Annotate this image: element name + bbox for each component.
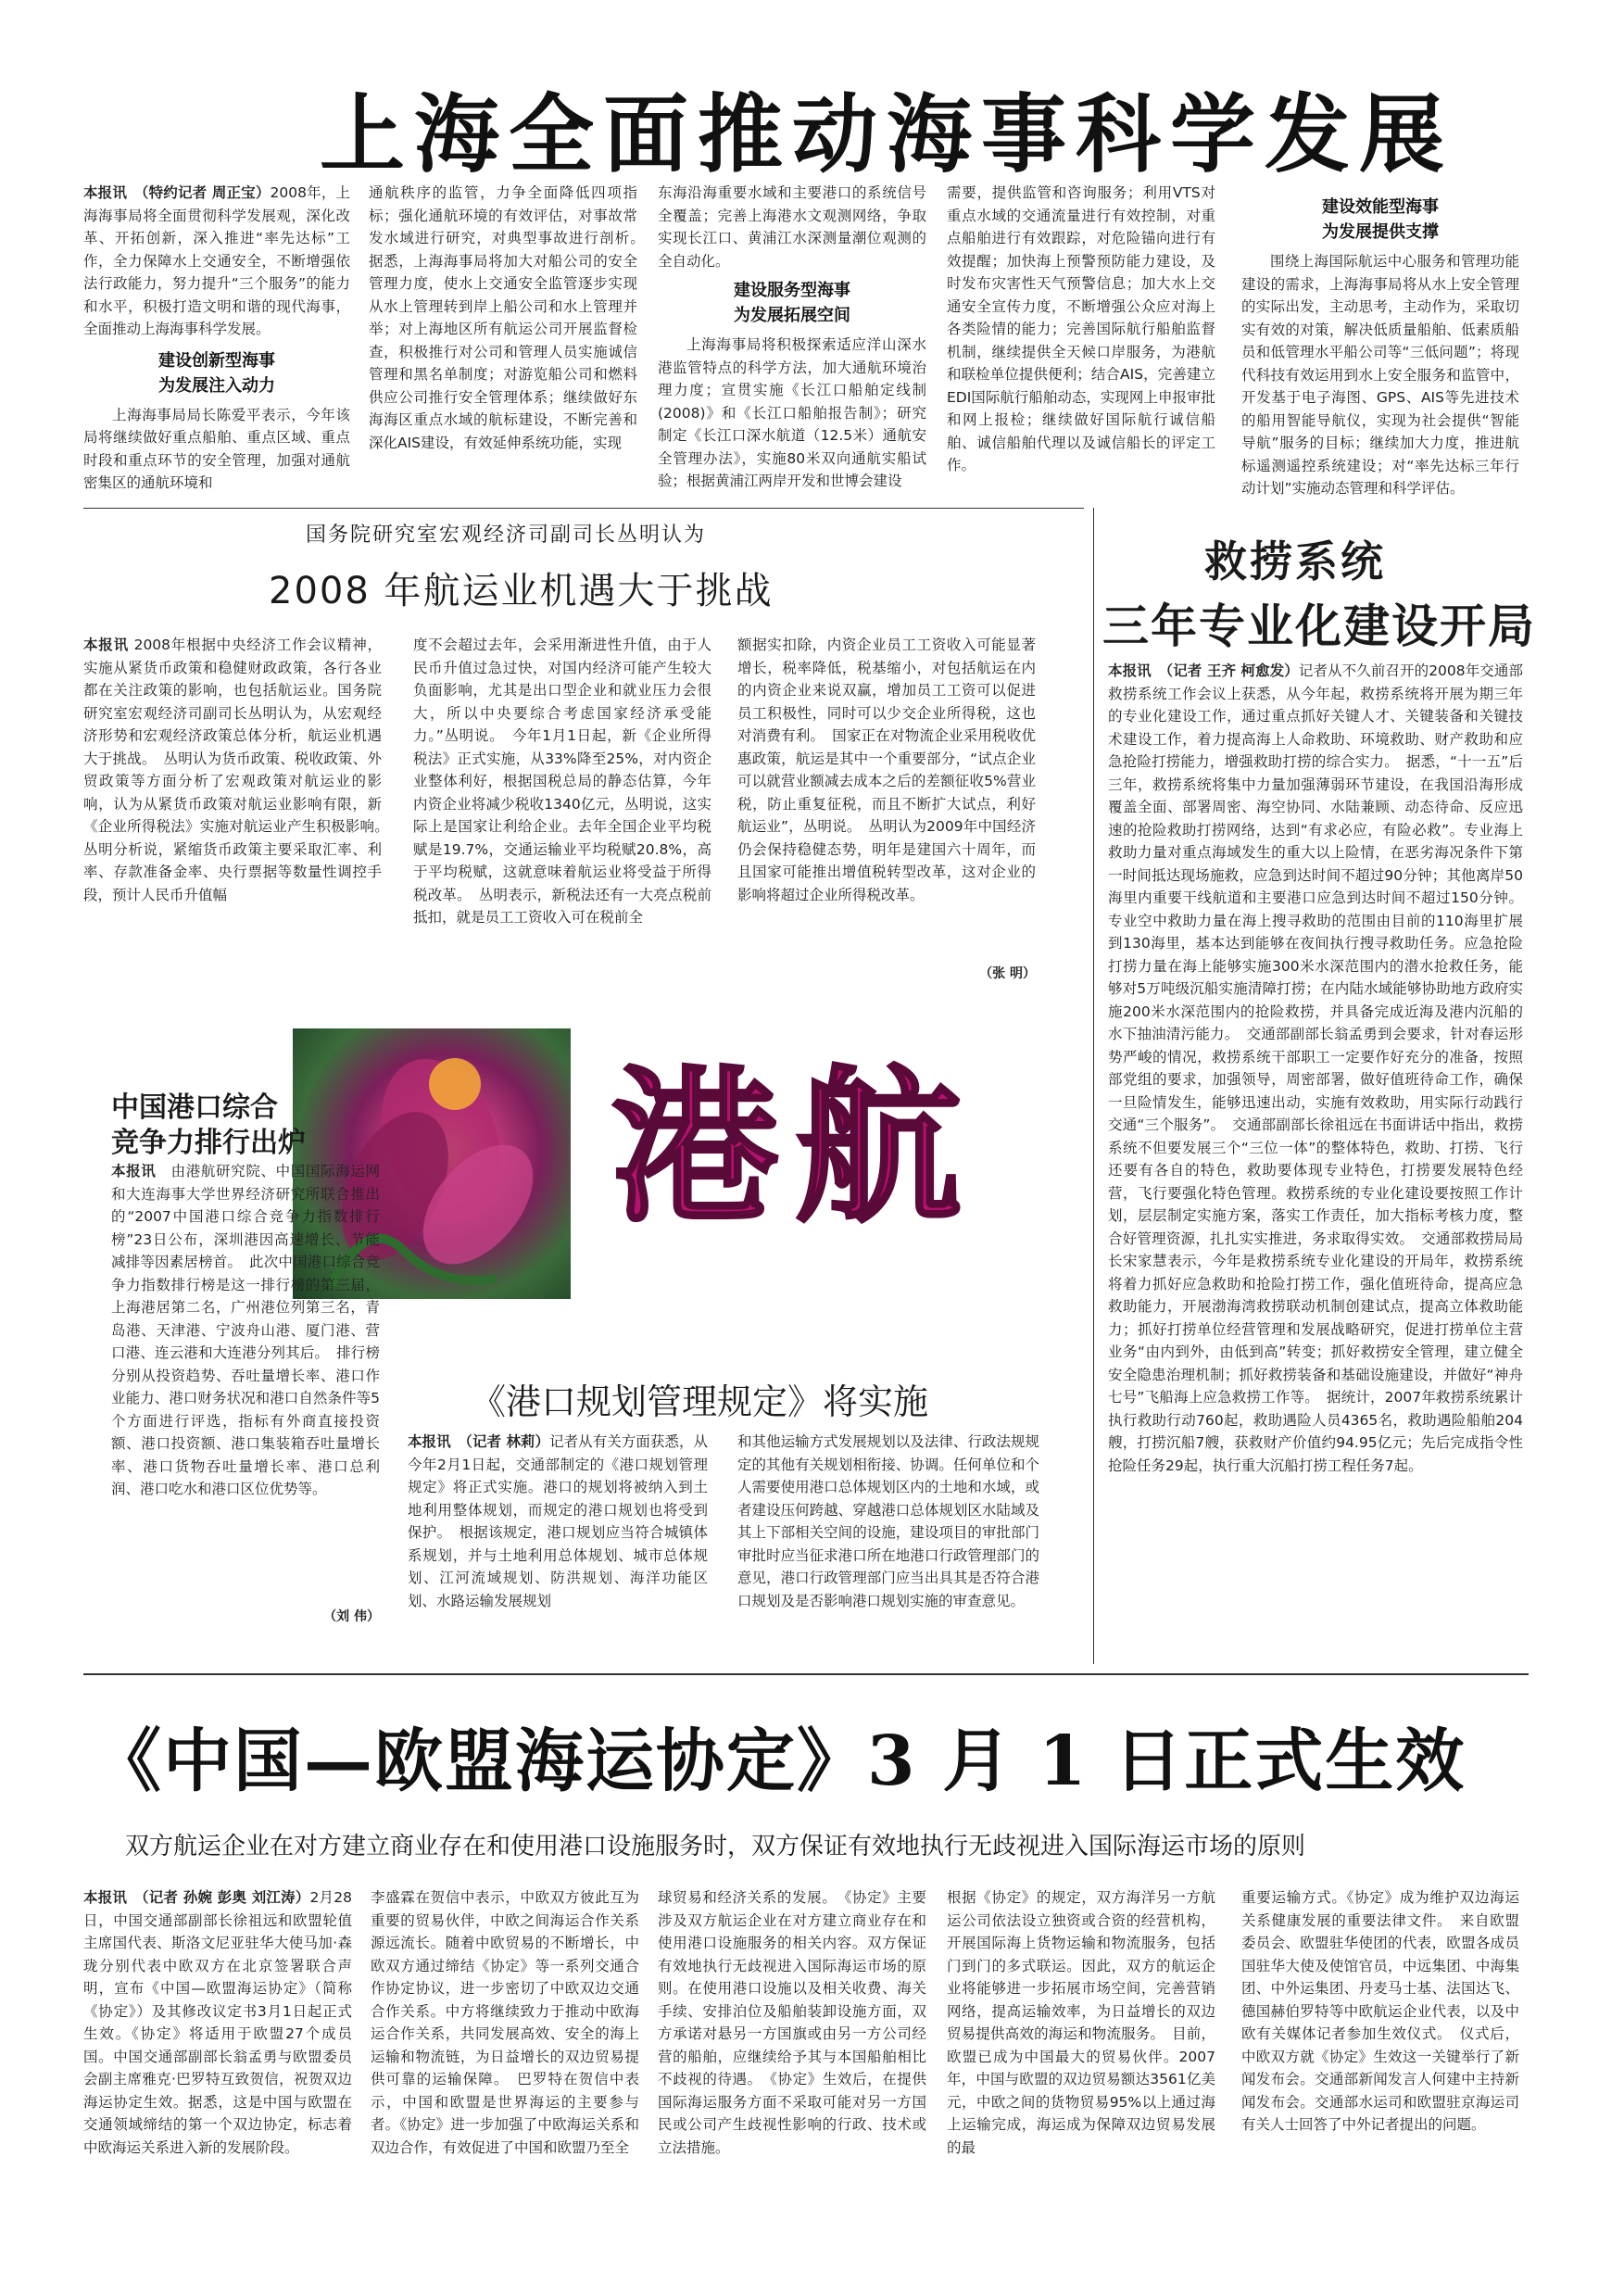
a2-headline: 2008 年航运业机遇大于挑战 [269, 570, 774, 612]
a1-byline: 本报讯 （特约记者 周正宝） [83, 184, 271, 201]
a6-byline: 本报讯 （记者 孙婉 彭奥 刘江涛） [83, 1889, 310, 1906]
a1-subhead-3b: 为发展提供支撑 [1322, 222, 1439, 242]
a1-col2-text: 通航秩序的监管，力争全面降低四项指标；强化通航环境的有效评估，对事故常发水域进行研究，对典型事故进行剖析。 据悉，上海海事局将加大对船公司的安全管理力度，使水上交通安全监管逐步实现从水上管理转到岸上船公司和水上管理并举；对上海地区所有航运公司开展监督检查，积极推行对公司和管理人员实施诚信管理和黑名单制度；对游览船公司和燃料供应公司推行安全管理体系；继续做好东海海区重点水域的航标建设，不断完善和深化AIS建设，有效延伸系统功能，实现 [369, 184, 652, 451]
a1-subhead-1: 建设创新型海事 [158, 350, 275, 371]
a6-col2-text: 李盛霖在贺信中表示，中欧双方彼此互为重要的贸易伙伴，中欧之间海运合作关系源远流长。随着中欧贸易的不断增长，中欧双方通过缔结《协定》等一系列交通合作协定协议，进一步密切了中欧双边交通合作关系。中方将继续致力于推动中欧海运合作关系，共同发展高效、安全的海上运输和物流链，为日益增长的双边贸易提供可靠的运输保障。 巴罗特在贺信中表示，中国和欧盟是世界海运的主要参与者。《协定》进一步加强了中欧海运关系和双边合作，有效促进了中国和欧盟乃至全 [371, 1889, 639, 2156]
a6-col4-text: 根据《协定》的规定，双方海洋另一方航运公司依法设立独资或合资的经营机构，开展国际海上货物运输和物流服务，包括门到门的多式联运。因此，双方的航运企业将能够进一步拓展市场空间，完善营销网络，提高运输效率，为日益增长的双边贸易提供高效的海运和物流服务。 目前，欧盟已成为中国最大的贸易伙伴。2007年，中国与欧盟的双边贸易额达3561亿美元，中欧之间的货物贸易95%以上通过海上运输完成，海运成为保障双边贸易发展的最 [947, 1889, 1215, 2156]
a2-column-3 [737, 634, 1036, 967]
a1-column-5 [1241, 195, 1519, 497]
a1-subhead-3: 建设效能型海事 [1322, 197, 1439, 217]
a1-col3-text: 东海沿海重要水域和主要港口的系统信号全覆盖；完善上海港水文观测网络，争取实现长江口、黄浦江水深测量潮位观测的全自动化。 [658, 184, 926, 270]
a1-col3-rest: 上海海事局将积极探索适应洋山深水港监管特点的科学方法，加大通航环境治理力度；宣贯实施《长江口船舶定线制(2008)》和《长江口船舶报告制》；研究制定《长江口深水航道（12.5米）通航安全管理办法》，实施80米双向通航实船试验；根据黄浦江两岸开发和世博会建设 [658, 336, 926, 489]
a3-headline-2: 三年专业化建设开局 [1102, 599, 1536, 653]
a2-byline: 本报讯 [83, 637, 129, 653]
a1-col1-rest: 上海海事局局长陈爱平表示，今年该局将继续做好重点船舶、重点区域、重点时段和重点环节的安全管理，加强对通航密集区的通航环境和 [83, 406, 350, 491]
a1-column-3 [658, 182, 926, 497]
divider-a1 [83, 508, 1084, 509]
a5-col1-text: 记者从有关方面获悉，从今年2月1日起，交通部制定的《港口规划管理规定》将正式实施。港口的规划将被纳入到土地利用整体规划，而规定的港口规划也将受到保护。 根据该规定，港口规划应当符合城镇体系规划，并与土地利用总体规划、城市总体规划、江河流域规划、防洪规划、海洋功能区划、水路运输发展规划 [408, 1433, 708, 1609]
a3-body [1108, 660, 1523, 1662]
a3-byline: 本报讯 （记者 王齐 柯愈发） [1108, 662, 1299, 679]
a2-col2-text: 度不会超过去年，会采用渐进性升值，由于人民币升值过急过快，对国内经济可能产生较大负面影响，尤其是出口型企业和就业压力会很大，所以中央要综合考虑国家经济承受能力。”丛明说。 今年1月1日起，新《企业所得税法》正式实施，从33%降至25%，对内资企业整体利好，根据国税总局的静态估算，今年内资企业将减少税收1340亿元，丛明说，这实际上是国家让利给企业。去年全国企业平均税赋是19.7%，交通运输业平均税赋20.8%，高于平均税赋，这就意味着航运业将受益于所得税改革。 丛明表示，新税法还有一大亮点税前抵扣，就是员工工资收入可在税前全 [413, 637, 711, 926]
a6-col1-text: 2月28日，中国交通部副部长徐祖远和欧盟轮值主席国代表、斯洛文尼亚驻华大使马加·森珑分别代表中欧双方在北京签署联合声明，宣布《中国—欧盟海运协定》（简称《协定》）及其修改议定书3月1日起正式生效。《协定》将适用于欧盟27个成员国。中国交通部副部长翁孟勇与欧盟委员会副主席雅克·巴罗特互致贺信，祝贺双边海运协定生效。据悉，这是中国与欧盟在交通领域缔结的第一个双边协定，标志着中欧海运关系进入新的发展阶段。 [83, 1889, 352, 2156]
a2-column-1 [83, 634, 397, 986]
a5-column-2 [737, 1431, 1039, 1662]
a2-col3-text: 额据实扣除，内资企业员工工资收入可能显著增长，税率降低，税基缩小，对包括航运在内的内资企业来说双赢，增加员工工资可以促进员工积极性，同时可以少交企业所得税，这也对消费有利。 国家正在对物流企业采用税收优惠政策，航运是其中一个重要部分，“试点企业可以就营业额减去成本之后的差额征收5%营业税，防止重复征税，而且不断扩大试点，利好航运业”，丛明说。 丛明认为2009年中国经济仍会保持稳健态势，明年是建国六十周年，而且国家可能推出增值税转型改革，这对企业的影响将超过企业所得税改革。 [737, 637, 1036, 903]
a4-headline-2: 竞争力排行出炉 [111, 1127, 306, 1159]
divider-right-column [1093, 508, 1094, 1664]
a6-column-1 [83, 1886, 352, 2238]
a1-subhead-1b: 为发展注入动力 [158, 375, 275, 396]
a2-signature: （张 明） [979, 966, 1036, 981]
a1-col4-text: 需要，提供监管和咨询服务；利用VTS对重点水域的交通流量进行有效控制，对重点船舶进行有效跟踪，对危险锚向进行有效提醒；加快海上预警预防能力建设，及时发布灾害性天气预警信息；加大水上交通安全宣传力度，不断增强公众应对海上各类险情的能力；完善国际航行船舶监督机制，继续提供全天候口岸服务，为港航和联检单位提供便利；结合AIS，完善建立EDI国际航行船舶动态，实现网上申报审批和网上报检；继续做好国际航行诚信船舶、诚信船舶代理以及诚信船长的评定工作。 [947, 184, 1215, 473]
a1-subhead-2: 建设服务型海事 [734, 281, 850, 300]
a1-col5-text: 围绕上海国际航运中心服务和管理功能建设的需求，上海海事局将从水上安全管理的实际出发，主动思考，主动作为，采取切实有效的对策，解决低质量船舶、低素质船员和低管理水平船公司等“三低问题”；将现代科技有效运用到水上安全服务和监管中，开发基于电子海图、GPS、AIS等先进技术的船用智能导航仪，实现为社会提供“智能导航”服务的目标；继续加大力度，推进航标遥测遥控系统建设；对“率先达标三年行动计划”实施动态管理和科学评估。 [1241, 253, 1519, 497]
a6-col3-text: 球贸易和经济关系的发展。 《协定》主要涉及双方航运企业在对方建立商业存在和使用港口设施服务的相关内容。双方保证有效地执行无歧视进入国际海运市场的原则。在使用港口设施以及相关收费、海关手续、安排泊位及船舶装卸设施方面，双方承诺对悬另一方国旗或由另一方公司经营的船舶，应继续给予其与本国船舶相比不歧视的待遇。 《协定》生效后，在提供国际海运服务方面不采取可能对另一方国民或公司产生歧视性影响的行政、技术或立法措施。 [658, 1889, 926, 2156]
a6-subheadline: 双方航运企业在对方建立商业存在和使用港口设施服务时，双方保证有效地执行无歧视进入国际海运市场的原则 [125, 1833, 1306, 1860]
a5-headline: 《港口规划管理规定》将实施 [471, 1381, 929, 1422]
a5-col2-text: 和其他运输方式发展规划以及法律、行政法规规定的其他有关规划相衔接、协调。任何单位和个人需要使用港口总体规划区内的土地和水域，或者建设压何跨越、穿越港口总体规划区水陆域及其上下部相关空间的设施，建设项目的审批部门审批时应当征求港口所在地港口行政管理部门的意见，港口行政管理部门应当出具其是否符合港口规划及是否影响港口规划实施的审查意见。 [737, 1433, 1039, 1609]
headline-main: 上海全面推动海事科学发展 [320, 84, 1454, 184]
a6-column-2 [371, 1886, 639, 2238]
a1-column-1 [83, 182, 350, 497]
a2-kicker: 国务院研究室宏观经济司副司长丛明认为 [306, 523, 707, 547]
a6-col5-text: 重要运输方式。《协定》成为维护双边海运关系健康发展的重要法律文件。 来自欧盟委员会、欧盟驻华使团的代表，欧盟各成员国驻华大使及使馆官员，中远集团、中海集团、中外运集团、丹麦马士基、法国达飞、德国赫伯罗特等中欧航运企业代表，以及中欧有关媒体记者参加生效仪式。 仪式后，中欧双方就《协定》生效这一关键举行了新闻发布会。交通部新闻发言人何建中主持新闻发布会。交通部水运司和欧盟驻京海运司有关人士回答了中外记者提出的问题。 [1241, 1889, 1519, 2133]
a5-column-1 [408, 1431, 708, 1662]
divider-a6 [83, 1673, 1529, 1675]
a6-column-3 [658, 1886, 926, 2238]
a2-col1-text: 2008年根据中央经济工作会议精神，实施从紧货币政策和稳健财政政策，各行各业都在关注政策的影响，也包括航运业。国务院研究室宏观经济司副司长丛明认为，从宏观经济形势和宏观经济政策总体分析，航运业机遇大于挑战。 丛明认为货币政策、税收政策、外贸政策等方面分析了宏观政策对航运业的影响，认为从紧货币政策对航运业影响有限，新《企业所得税法》实施对航运业产生积极影响。 丛明分析说，紧缩货币政策主要采取汇率、利率、存款准备金率、央行票据等数量性调控手段，预计人民币升值幅 [83, 637, 397, 903]
a6-column-4 [947, 1886, 1215, 2238]
a1-subhead-2b: 为发展拓展空间 [734, 306, 850, 325]
a4-headline-1: 中国港口综合 [111, 1091, 278, 1124]
a4-text: 由港航研究院、中国国际海运网和大连海事大学世界经济研究所联合推出的“2007中国港口综合竞争力指数排行榜”23日公布，深圳港因高速增长、节能减排等因素居榜首。 此次中国港口综合竞争力指数排行榜是这一排行榜的第三届，上海港居第二名，广州港位列第三名，青岛港、天津港、宁波舟山港、厦门港、营口港、连云港和大连港分列其后。 排行榜分别从投资趋势、吞吐量增长率、港口作业能力、港口财务状况和港口自然条件等5个方面进行评选，指标有外商直接投资额、港口投资额、港口集装箱吞吐量增长率、港口货物吞吐量增长率、港口总利润、港口吃水和港口区位优势等。 [111, 1163, 380, 1497]
a1-column-2 [369, 182, 652, 497]
a3-headline-1: 救捞系统 [1204, 536, 1386, 586]
a6-column-5 [1241, 1886, 1519, 2238]
a3-text: 记者从不久前召开的2008年交通部救捞系统工作会议上获悉，从今年起，救捞系统将开展为期三年的专业化建设工作，通过重点抓好关键人才、关键装备和关键技术建设工作，着力提高海上人命救助、环境救助、财产救助和应急抢险打捞能力，增强救助打捞的综合实力。 据悉，“十一五”后三年，救捞系统将集中力量加强薄弱环节建设，在我国沿海形成覆盖全面、部署周密、海空协同、水陆兼顾、动态待命、反应迅速的抢险救助打捞网络，达到“有求必应，有险必救”。专业海上救助力量对重点海域发生的重大以上险情，在恶劣海况条件下第一时间抵达现场施救，应急到达时间不超过90分钟；其他离岸50海里内重要干线航道和主要港口应急到达时间不超过150分钟。专业空中救助力量在海上搜寻救助的范围由目前的110海里扩展到130海里，基本达到能够在夜间执行搜寻救助任务。应急抢险打捞力量在海上能够实施300米水深范围内的潜水抢救任务，能够对5万吨级沉船实施清障打捞；在内陆水域能够协助地方政府实施200米水深范围内的抢险救捞，并具备完成近海及港内沉船的水下抽油清污能力。 交通部副部长翁孟勇到会要求，针对春运形势严峻的情况，救捞系统干部职工一定要作好充分的准备，按照部党组的要求，加强领导，周密部署，做好值班待命工作，确保一旦险情发生，能够迅速出动，实施有效救助，用实际行动践行交通“三个服务”。 交通部副部长徐祖远在书面讲话中指出，救捞系统不但要发展三个“三位一体”的整体特色，救助、打捞、飞行还要有各自的特色，救助要体现专业特色，打捞要发展特色经营，飞行要强化特色管理。救捞系统的专业化建设要按照工作计划，层层制定实施方案，落实工作责任，加大指标考核力度，整合好管理资源，扎扎实实推进，务求取得实效。 交通部救捞局局长宋家慧表示，今年是救捞系统专业化建设的开局年，救捞系统将着力抓好应急救助和抢险打捞工作，强化值班待命，提高应急救助能力，开展渤海湾救捞联动机制创建试点，提高立体救助能力；抓好打捞单位经营管理和发展战略研究，促进打捞单位主营业务“由内到外，由低到高”转变；抓好救捞安全管理，建立健全安全隐患治理机制；抓好救捞装备和基础设施建设，并做好“神舟七号”飞船海上应急救捞工作等。 据统计，2007年救捞系统累计执行救助行动760起，救助遇险人员4365名，救助遇险船舶204艘，打捞沉船7艘，获救财产价值约94.95亿元；先后完成指令性抢险任务29起，执行重大沉船打捞工程任务7起。 [1108, 662, 1523, 1474]
a4-body [111, 1160, 380, 1605]
a2-column-2 [413, 634, 711, 986]
a4-signature: （刘 伟） [323, 1609, 380, 1624]
a6-headline: 《中国—欧盟海运协定》3 月 1 日正式生效 [93, 1721, 1467, 1801]
a5-byline: 本报讯 （记者 林莉） [408, 1433, 550, 1450]
a1-intro: 2008年，上海海事局将全面贯彻科学发展观，深化改革、开拓创新，深入推进“率先达标”工作，全力保障水上交通安全，不断增强依法行政能力，努力提升“三个服务”的能力和水平，积极打造文明和谐的现代海事，全面推动上海海事科学发展。 [83, 184, 350, 337]
a4-byline: 本报讯 [111, 1163, 157, 1179]
a1-column-4 [947, 182, 1215, 497]
masthead-section-label: 港航 [611, 1052, 979, 1245]
